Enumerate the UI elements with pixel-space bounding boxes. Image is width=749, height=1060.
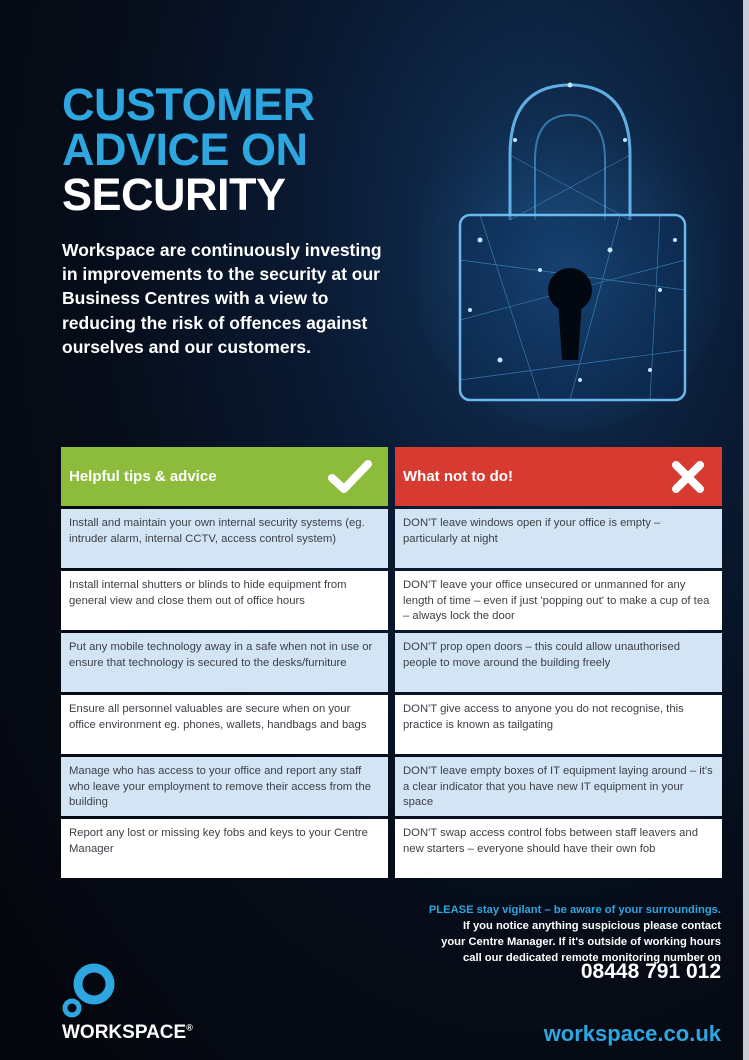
tips-header: [61, 447, 388, 506]
title-line-3: SECURITY: [62, 169, 286, 220]
note-line-4: call our dedicated remote monitoring number on: [463, 952, 721, 964]
checkmark-icon: [328, 459, 372, 495]
brand-name-text: WORKSPACE: [62, 1022, 187, 1043]
donts-row: DON'T swap access control fobs between staff leavers and new starters – everyone should have their own fob: [395, 819, 722, 878]
donts-row: DON'T leave windows open if your office is empty – particularly at night: [395, 509, 722, 568]
tips-row: Ensure all personnel valuables are secure when on your office environment eg. phones, wallets, handbags and bags: [61, 695, 388, 754]
monitoring-phone-number: 08448 791 012: [580, 960, 721, 983]
workspace-logo-icon: [60, 960, 120, 1020]
donts-column: [395, 447, 722, 878]
tips-row: Put any mobile technology away in a safe when not in use or ensure that technology is secured to the desks/furniture: [61, 633, 388, 692]
note-line-2: If you notice anything suspicious please contact: [463, 920, 721, 932]
vigilance-note: [361, 902, 721, 966]
donts-row: DON'T leave your office unsecured or unmanned for any length of time – even if just 'popping out' to make a cup of tea – always lock the door: [395, 571, 722, 630]
note-line-3: your Centre Manager. If it's outside of working hours: [441, 936, 721, 948]
title-line-1: CUSTOMER: [62, 79, 315, 130]
note-line-1: PLEASE stay vigilant – be aware of your surroundings.: [428, 904, 721, 916]
tips-row: Install internal shutters or blinds to hide equipment from general view and close them out of office hours: [61, 571, 388, 630]
tips-column: [61, 447, 388, 878]
donts-row: DON'T give access to anyone you do not recognise, this practice is known as tailgating: [395, 695, 722, 754]
tips-row: Report any lost or missing key fobs and keys to your Centre Manager: [61, 819, 388, 878]
brand-name: [62, 1022, 193, 1044]
padlock-icon: [420, 60, 720, 430]
donts-heading: What not to do!: [403, 468, 513, 485]
page-edge: [743, 0, 749, 1060]
cross-icon: [670, 459, 706, 495]
title-line-2: ADVICE ON: [62, 124, 308, 175]
tips-heading: Helpful tips & advice: [69, 468, 217, 485]
tips-row: Manage who has access to your office and report any staff who leave your employment to remove their access from the building: [61, 757, 388, 816]
tips-row: Install and maintain your own internal security systems (eg. intruder alarm, internal CCTV, access control system): [61, 509, 388, 568]
donts-row: DON'T prop open doors – this could allow unauthorised people to move around the building freely: [395, 633, 722, 692]
donts-row: DON'T leave empty boxes of IT equipment laying around – it's a clear indicator that you have new IT equipment in your space: [395, 757, 722, 816]
donts-header: [395, 447, 722, 506]
intro-text: Workspace are continuously investing in improvements to the security at our Business Centres with a view to reducing the risk of offences against ourselves and our customers.: [62, 240, 382, 357]
website-link[interactable]: workspace.co.uk: [543, 1021, 721, 1046]
page-title: [62, 79, 315, 220]
registered-mark: ®: [186, 1022, 193, 1033]
